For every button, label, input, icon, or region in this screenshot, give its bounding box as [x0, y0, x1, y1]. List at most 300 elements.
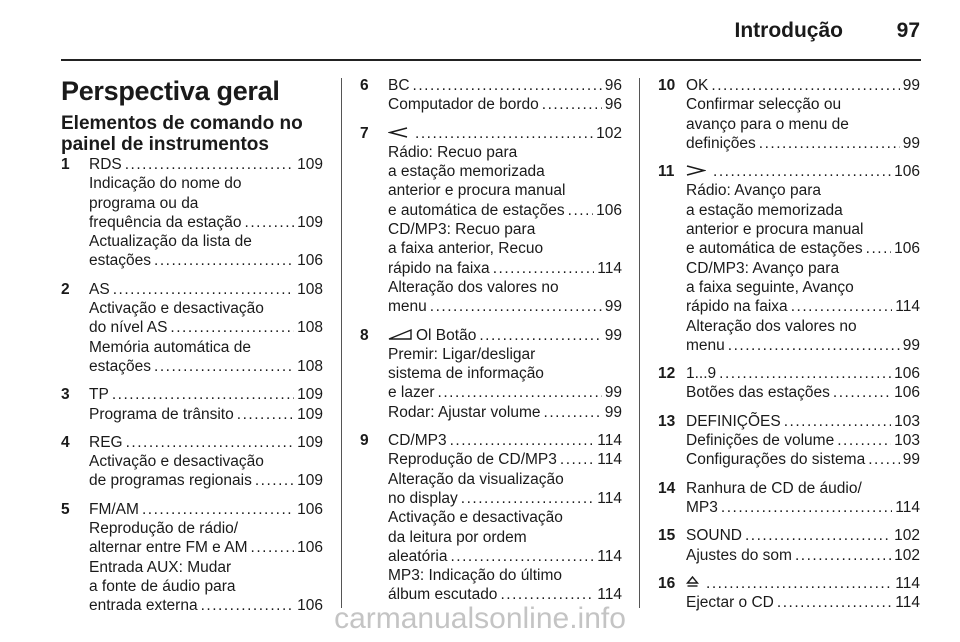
entry-label: frequência da estação	[89, 213, 242, 231]
leader-dots	[544, 403, 602, 422]
entry-text	[89, 280, 110, 299]
leader-dots	[415, 124, 593, 143]
entry-line	[61, 538, 323, 557]
entry-line	[360, 143, 622, 162]
entry-line	[658, 259, 920, 278]
entry-text	[388, 297, 427, 316]
entry-label: Ejectar o CD	[686, 594, 774, 612]
entry-line	[360, 364, 622, 383]
entry-text	[388, 181, 566, 200]
leader-dots	[142, 500, 294, 519]
entry-text	[89, 357, 151, 376]
entry-line	[658, 76, 920, 95]
column-2	[360, 76, 622, 614]
entry-number: 12	[658, 365, 676, 383]
entry-text	[388, 278, 559, 297]
page-ref: 96	[604, 96, 622, 114]
entry-line	[360, 403, 622, 422]
leader-dots	[237, 405, 294, 424]
entry-label: MP3: Indicação do último	[388, 567, 563, 585]
index-entry	[658, 364, 920, 403]
seek-forward-icon	[686, 162, 706, 181]
leader-dots	[759, 134, 900, 153]
index-entry	[658, 526, 920, 565]
entry-text	[686, 317, 857, 336]
entry-label: RDS	[89, 156, 122, 173]
page-ref: 106	[894, 163, 920, 181]
index-entry	[658, 412, 920, 470]
entry-text	[89, 194, 198, 213]
entry-line	[360, 259, 622, 278]
page-ref: 96	[604, 77, 622, 94]
entry-label: alternar entre FM e AM	[89, 539, 248, 557]
entry-text	[686, 574, 703, 593]
entry-label: CD/MP3: Avanço para	[686, 259, 840, 277]
entry-text	[89, 338, 251, 357]
entry-label: Indicação do nome do	[89, 175, 242, 193]
entry-label: Rádio: Recuo para	[388, 143, 518, 161]
entry-line	[658, 220, 920, 239]
entry-text	[388, 162, 545, 181]
entry-label: OK	[686, 77, 709, 94]
page-ref: 108	[297, 319, 323, 337]
entry-line	[61, 500, 323, 519]
entry-line	[658, 412, 920, 431]
entry-label: e automática de estações	[388, 201, 565, 219]
entry-number: 13	[658, 412, 676, 430]
entry-line	[61, 433, 323, 452]
entry-line	[360, 345, 622, 364]
page-ref: 106	[894, 384, 920, 402]
entry-line	[360, 181, 622, 200]
entry-label: Activação e desactivação	[89, 453, 264, 471]
leader-dots	[255, 471, 294, 490]
entry-line	[360, 201, 622, 220]
entry-label: Rodar: Ajustar volume	[388, 403, 541, 421]
leader-dots	[126, 433, 295, 452]
entry-label: TP	[89, 386, 109, 404]
leader-dots	[713, 162, 891, 181]
page-ref: 99	[604, 403, 622, 421]
entry-label: estações	[89, 252, 152, 270]
entry-text	[89, 213, 242, 232]
page-ref: 99	[604, 326, 622, 344]
page-ref: 109	[297, 213, 323, 231]
entry-line	[360, 470, 622, 489]
entry-line	[61, 251, 323, 270]
entry-line	[360, 76, 622, 95]
entry-label: Reprodução de rádio/	[89, 520, 239, 538]
page-ref: 108	[297, 280, 323, 298]
page-ref: 99	[604, 384, 622, 402]
leader-dots	[450, 547, 594, 566]
page-ref: 106	[894, 240, 920, 258]
entry-text	[388, 547, 447, 566]
entry-label: Memória automática de	[89, 338, 251, 356]
entry-line	[61, 299, 323, 318]
leader-dots	[728, 336, 900, 355]
entry-line	[360, 278, 622, 297]
page-ref: 114	[597, 451, 622, 469]
entry-line	[61, 194, 323, 213]
entry-label: Rádio: Avanço para	[686, 182, 822, 200]
entry-text	[686, 181, 821, 200]
entry-label: estações	[89, 357, 152, 375]
entry-line	[61, 155, 323, 174]
running-title: Introdução	[734, 19, 843, 42]
entry-text	[686, 76, 708, 95]
entry-number: 2	[61, 280, 70, 298]
entry-line	[360, 297, 622, 316]
entry-number: 9	[360, 432, 369, 450]
entry-text	[686, 115, 849, 134]
entry-line	[360, 220, 622, 239]
entry-text	[686, 526, 742, 545]
entry-label: e automática de estações	[686, 240, 863, 258]
entry-line	[658, 383, 920, 402]
entry-label: BC	[388, 77, 410, 94]
index-entry	[61, 280, 323, 376]
entry-text	[686, 431, 834, 450]
entry-line	[61, 174, 323, 193]
entry-text	[388, 326, 476, 345]
entry-text	[388, 508, 563, 527]
index-entry	[360, 326, 622, 422]
entry-number: 1	[61, 156, 70, 173]
entry-text	[89, 155, 122, 174]
entry-label: Configurações do sistema	[686, 451, 866, 469]
entry-line	[658, 317, 920, 336]
entry-line	[658, 239, 920, 258]
entry-label: Definições de volume	[686, 432, 835, 450]
entry-text	[686, 498, 718, 517]
entry-line	[61, 280, 323, 299]
leader-dots	[430, 297, 602, 316]
entry-line	[360, 326, 622, 345]
page-ref: 114	[597, 547, 622, 565]
page-header	[0, 0, 960, 60]
index-entry	[360, 76, 622, 115]
leader-dots	[719, 364, 891, 383]
entry-label: a faixa anterior, Recuo	[388, 240, 544, 258]
entry-label: AS	[89, 280, 110, 298]
entry-text	[89, 318, 167, 337]
entry-number: 10	[658, 77, 676, 94]
entry-text	[388, 431, 447, 450]
index-entry	[658, 76, 920, 153]
page-ref: 106	[297, 252, 323, 270]
entry-text	[388, 566, 562, 585]
entry-label: álbum escutado	[388, 586, 498, 604]
entry-text	[388, 259, 490, 278]
entry-label: MP3	[686, 498, 718, 516]
entry-line	[61, 471, 323, 490]
leader-dots	[568, 201, 593, 220]
entry-line	[658, 546, 920, 565]
entry-line	[658, 278, 920, 297]
entry-line	[360, 528, 622, 547]
column-divider	[341, 78, 342, 608]
entry-number: 3	[61, 386, 70, 404]
entry-text	[686, 259, 839, 278]
entry-label: e lazer	[388, 384, 435, 402]
entry-label: de programas regionais	[89, 472, 252, 490]
entry-text	[388, 345, 535, 364]
entry-number: 6	[360, 77, 369, 94]
page-ref: 103	[894, 412, 920, 430]
subheading: Elementos de comando no painel de instrumentos	[61, 113, 303, 155]
leader-dots	[866, 239, 891, 258]
entry-line	[61, 338, 323, 357]
entry-number: 8	[360, 326, 369, 344]
entry-text	[388, 383, 435, 402]
page-ref: 103	[894, 432, 920, 450]
entry-label: avanço para o menu de	[686, 115, 849, 133]
entry-label: Ranhura de CD de áudio/	[686, 479, 862, 497]
leader-dots	[542, 95, 602, 114]
leader-dots	[113, 280, 294, 299]
leader-dots	[837, 431, 891, 450]
entry-line	[61, 318, 323, 337]
entry-number: 4	[61, 433, 70, 451]
page-ref: 106	[894, 365, 920, 383]
entry-line	[360, 124, 622, 143]
entry-label: a estação memorizada	[388, 163, 545, 181]
entry-line	[658, 297, 920, 316]
entry-label: definições	[686, 134, 756, 152]
index-entry	[658, 162, 920, 355]
page-ref: 102	[894, 527, 920, 545]
entry-label: 1...9	[686, 365, 717, 383]
page-ref: 99	[902, 451, 920, 469]
entry-label: Entrada AUX: Mudar	[89, 558, 232, 576]
entry-label: a fonte de áudio para	[89, 577, 236, 595]
entry-line	[658, 450, 920, 469]
leader-dots	[251, 538, 295, 557]
page-ref: 114	[597, 432, 622, 450]
entry-label: Alteração dos valores no	[388, 278, 559, 296]
entry-line	[658, 364, 920, 383]
entry-text	[388, 364, 544, 383]
entry-line	[658, 336, 920, 355]
page-ref: 109	[297, 433, 323, 451]
entry-label: Computador de bordo	[388, 96, 539, 114]
column-1	[61, 76, 323, 625]
leader-dots	[784, 412, 891, 431]
entry-line	[61, 558, 323, 577]
entry-line	[360, 450, 622, 469]
index-entry	[61, 433, 323, 491]
index-entry	[658, 479, 920, 518]
entry-line	[658, 95, 920, 114]
entry-label: Premir: Ligar/desligar	[388, 345, 536, 363]
page-ref: 108	[297, 357, 323, 375]
leader-dots	[795, 546, 891, 565]
entry-text	[388, 528, 527, 547]
entry-text	[89, 558, 231, 577]
section-title: Perspectiva geral	[61, 76, 280, 106]
page-ref: 109	[297, 472, 323, 490]
leader-dots	[461, 489, 594, 508]
entry-line	[658, 526, 920, 545]
entry-text	[89, 405, 234, 424]
leader-dots	[711, 76, 899, 95]
leader-dots	[450, 431, 595, 450]
page-ref: 114	[895, 574, 920, 592]
entry-label: anterior e procura manual	[686, 221, 864, 239]
leader-dots	[833, 383, 891, 402]
entry-line	[658, 431, 920, 450]
entry-label: da leitura por ordem	[388, 528, 527, 546]
entry-label: REG	[89, 433, 123, 451]
page-ref: 99	[902, 134, 920, 152]
entry-number: 14	[658, 479, 676, 497]
entry-text	[686, 450, 865, 469]
entry-text	[686, 162, 710, 181]
entry-text	[388, 220, 535, 239]
seek-back-icon	[388, 124, 408, 143]
entry-label: Ajustes do som	[686, 546, 792, 564]
page-ref: 114	[597, 489, 622, 507]
entry-text	[89, 251, 151, 270]
entry-label: rápido na faixa	[388, 259, 490, 277]
entry-label: no display	[388, 489, 458, 507]
entry-line	[61, 357, 323, 376]
entry-text	[388, 76, 410, 95]
page-number: 97	[896, 19, 920, 42]
entry-label: rápido na faixa	[686, 298, 788, 316]
page-ref: 114	[597, 259, 622, 277]
entry-line	[61, 577, 323, 596]
entry-text	[388, 143, 517, 162]
leader-dots	[560, 450, 594, 469]
entry-number: 7	[360, 124, 369, 142]
page-ref: 114	[597, 586, 622, 604]
entry-label: Actualização da lista de	[89, 233, 252, 251]
watermark: carmanualsonline.info	[334, 602, 626, 635]
page-ref: 109	[297, 156, 323, 173]
entry-text	[89, 385, 109, 404]
entry-label: Activação e desactivação	[388, 509, 563, 527]
page-ref: 106	[297, 597, 323, 615]
leader-dots	[791, 297, 893, 316]
page-ref: 99	[604, 298, 622, 316]
entry-label: Alteração dos valores no	[686, 317, 857, 335]
entry-text	[89, 299, 264, 318]
entry-label: a faixa seguinte, Avanço	[686, 278, 854, 296]
entry-text	[388, 470, 564, 489]
entry-label: programa ou da	[89, 194, 199, 212]
entry-line	[360, 95, 622, 114]
entry-line	[658, 498, 920, 517]
index-entry	[61, 500, 323, 616]
page-ref: 109	[297, 405, 323, 423]
entry-line	[360, 547, 622, 566]
leader-dots	[112, 385, 294, 404]
index-entry	[61, 385, 323, 424]
entry-text	[89, 452, 264, 471]
entry-line	[658, 162, 920, 181]
entry-text	[89, 577, 236, 596]
entry-text	[686, 201, 843, 220]
entry-text	[686, 95, 841, 114]
index-entry	[61, 155, 323, 271]
leader-dots	[438, 383, 602, 402]
entry-text	[686, 239, 863, 258]
entry-label: a estação memorizada	[686, 201, 843, 219]
entry-label: do nível AS	[89, 319, 168, 337]
entry-number: 15	[658, 527, 676, 545]
entry-text	[89, 538, 248, 557]
leader-dots	[154, 251, 294, 270]
entry-text	[388, 239, 543, 258]
page-ref: 114	[895, 298, 920, 316]
column-divider	[639, 78, 640, 608]
entry-label: FM/AM	[89, 500, 139, 518]
entry-number: 5	[61, 500, 70, 518]
leader-dots	[479, 326, 601, 345]
entry-text	[686, 336, 725, 355]
leader-dots	[706, 574, 892, 593]
entry-line	[360, 431, 622, 450]
leader-dots	[154, 357, 294, 376]
entry-label: Programa de trânsito	[89, 405, 234, 423]
entry-text	[89, 232, 252, 251]
entry-text	[388, 403, 541, 422]
entry-label: SOUND	[686, 527, 742, 545]
entry-label: menu	[388, 298, 427, 316]
leader-dots	[413, 76, 602, 95]
entry-line	[658, 479, 920, 498]
entry-label: Reprodução de CD/MP3	[388, 451, 557, 469]
entry-line	[61, 213, 323, 232]
entry-text	[686, 383, 830, 402]
entry-label: aleatória	[388, 547, 448, 565]
entry-label: Ol Botão	[416, 326, 477, 344]
entry-text	[388, 201, 565, 220]
index-entry	[360, 124, 622, 317]
leader-dots	[745, 526, 891, 545]
entry-line	[360, 489, 622, 508]
entry-text	[686, 297, 788, 316]
entry-line	[360, 239, 622, 258]
page-ref: 99	[902, 336, 920, 354]
page-ref: 114	[895, 594, 920, 612]
entry-text	[388, 489, 458, 508]
column-3	[658, 76, 920, 621]
index-entry	[360, 431, 622, 605]
page-ref: 114	[895, 498, 920, 516]
leader-dots	[170, 318, 294, 337]
page-ref: 102	[596, 124, 622, 142]
page-ref: 109	[297, 386, 323, 404]
page-ref: 106	[596, 201, 622, 219]
entry-text	[89, 471, 252, 490]
entry-label: anterior e procura manual	[388, 182, 566, 200]
entry-label: Alteração da visualização	[388, 470, 564, 488]
entry-text	[89, 500, 139, 519]
entry-text	[89, 433, 123, 452]
entry-label: CD/MP3: Recuo para	[388, 221, 536, 239]
entry-line	[360, 383, 622, 402]
entry-label: DEFINIÇÕES	[686, 412, 781, 430]
entry-label: Confirmar selecção ou	[686, 96, 842, 114]
header-rule	[61, 59, 921, 61]
entry-number: 16	[658, 574, 676, 592]
power-knob-icon	[388, 326, 412, 345]
entry-text	[686, 220, 864, 239]
page-ref: 102	[894, 546, 920, 564]
